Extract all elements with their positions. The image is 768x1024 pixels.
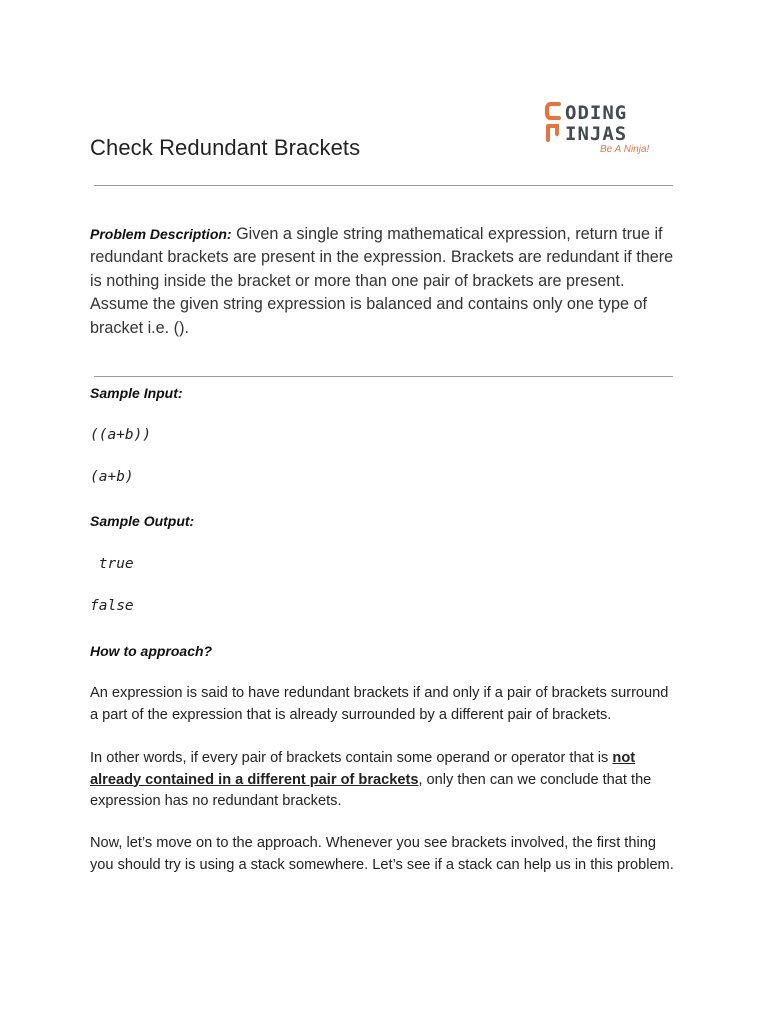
- sample-input-line: ((a+b)): [90, 427, 152, 443]
- problem-description-text: Given a single string mathematical expression, return true if redundant brackets are present in the expression. Brackets are redundant if there is nothing inside the bracket or more than one pair of brackets are present. Assume the given string expression is balanced and contains only one type of bracket i.e. ().: [90, 225, 674, 337]
- approach-emphasis: not already contained in a different pair of brackets: [90, 750, 636, 788]
- divider-top: [94, 185, 673, 186]
- problem-description-label: Problem Description:: [90, 226, 232, 242]
- approach-paragraph: Now, let’s move on to the approach. Whenever you see brackets involved, the first thing you should try is using a stack somewhere. Let’s see if a stack can help us in this problem.: [90, 835, 674, 873]
- approach-paragraph-emphasis: [90, 748, 680, 813]
- approach-paragraph: An expression is said to have redundant brackets if and only if a pair of brackets surround a part of the expression that is already surrounded by a different pair of brackets.: [90, 685, 669, 723]
- approach-text: , only then can we conclude that the expression has no redundant brackets.: [90, 771, 652, 809]
- sample-output-line: false: [90, 598, 134, 614]
- coding-ninjas-logo: [545, 100, 665, 156]
- divider-middle: [94, 376, 673, 377]
- svg-text:ODING: ODING: [565, 102, 628, 124]
- svg-text:Be A Ninja!: Be A Ninja!: [600, 144, 650, 155]
- approach-text: In other words, if every pair of brackets contain some operand or operator that is: [90, 750, 613, 766]
- approach-heading: How to approach?: [90, 643, 213, 659]
- page-title: Check Redundant Brackets: [90, 135, 361, 160]
- sample-input-label: Sample Input:: [90, 385, 183, 401]
- sample-input-line: (a+b): [90, 469, 134, 485]
- sample-output-line: true: [90, 556, 134, 572]
- sample-output-label: Sample Output:: [90, 513, 195, 529]
- svg-text:INJAS: INJAS: [565, 123, 628, 145]
- problem-description: [90, 223, 680, 340]
